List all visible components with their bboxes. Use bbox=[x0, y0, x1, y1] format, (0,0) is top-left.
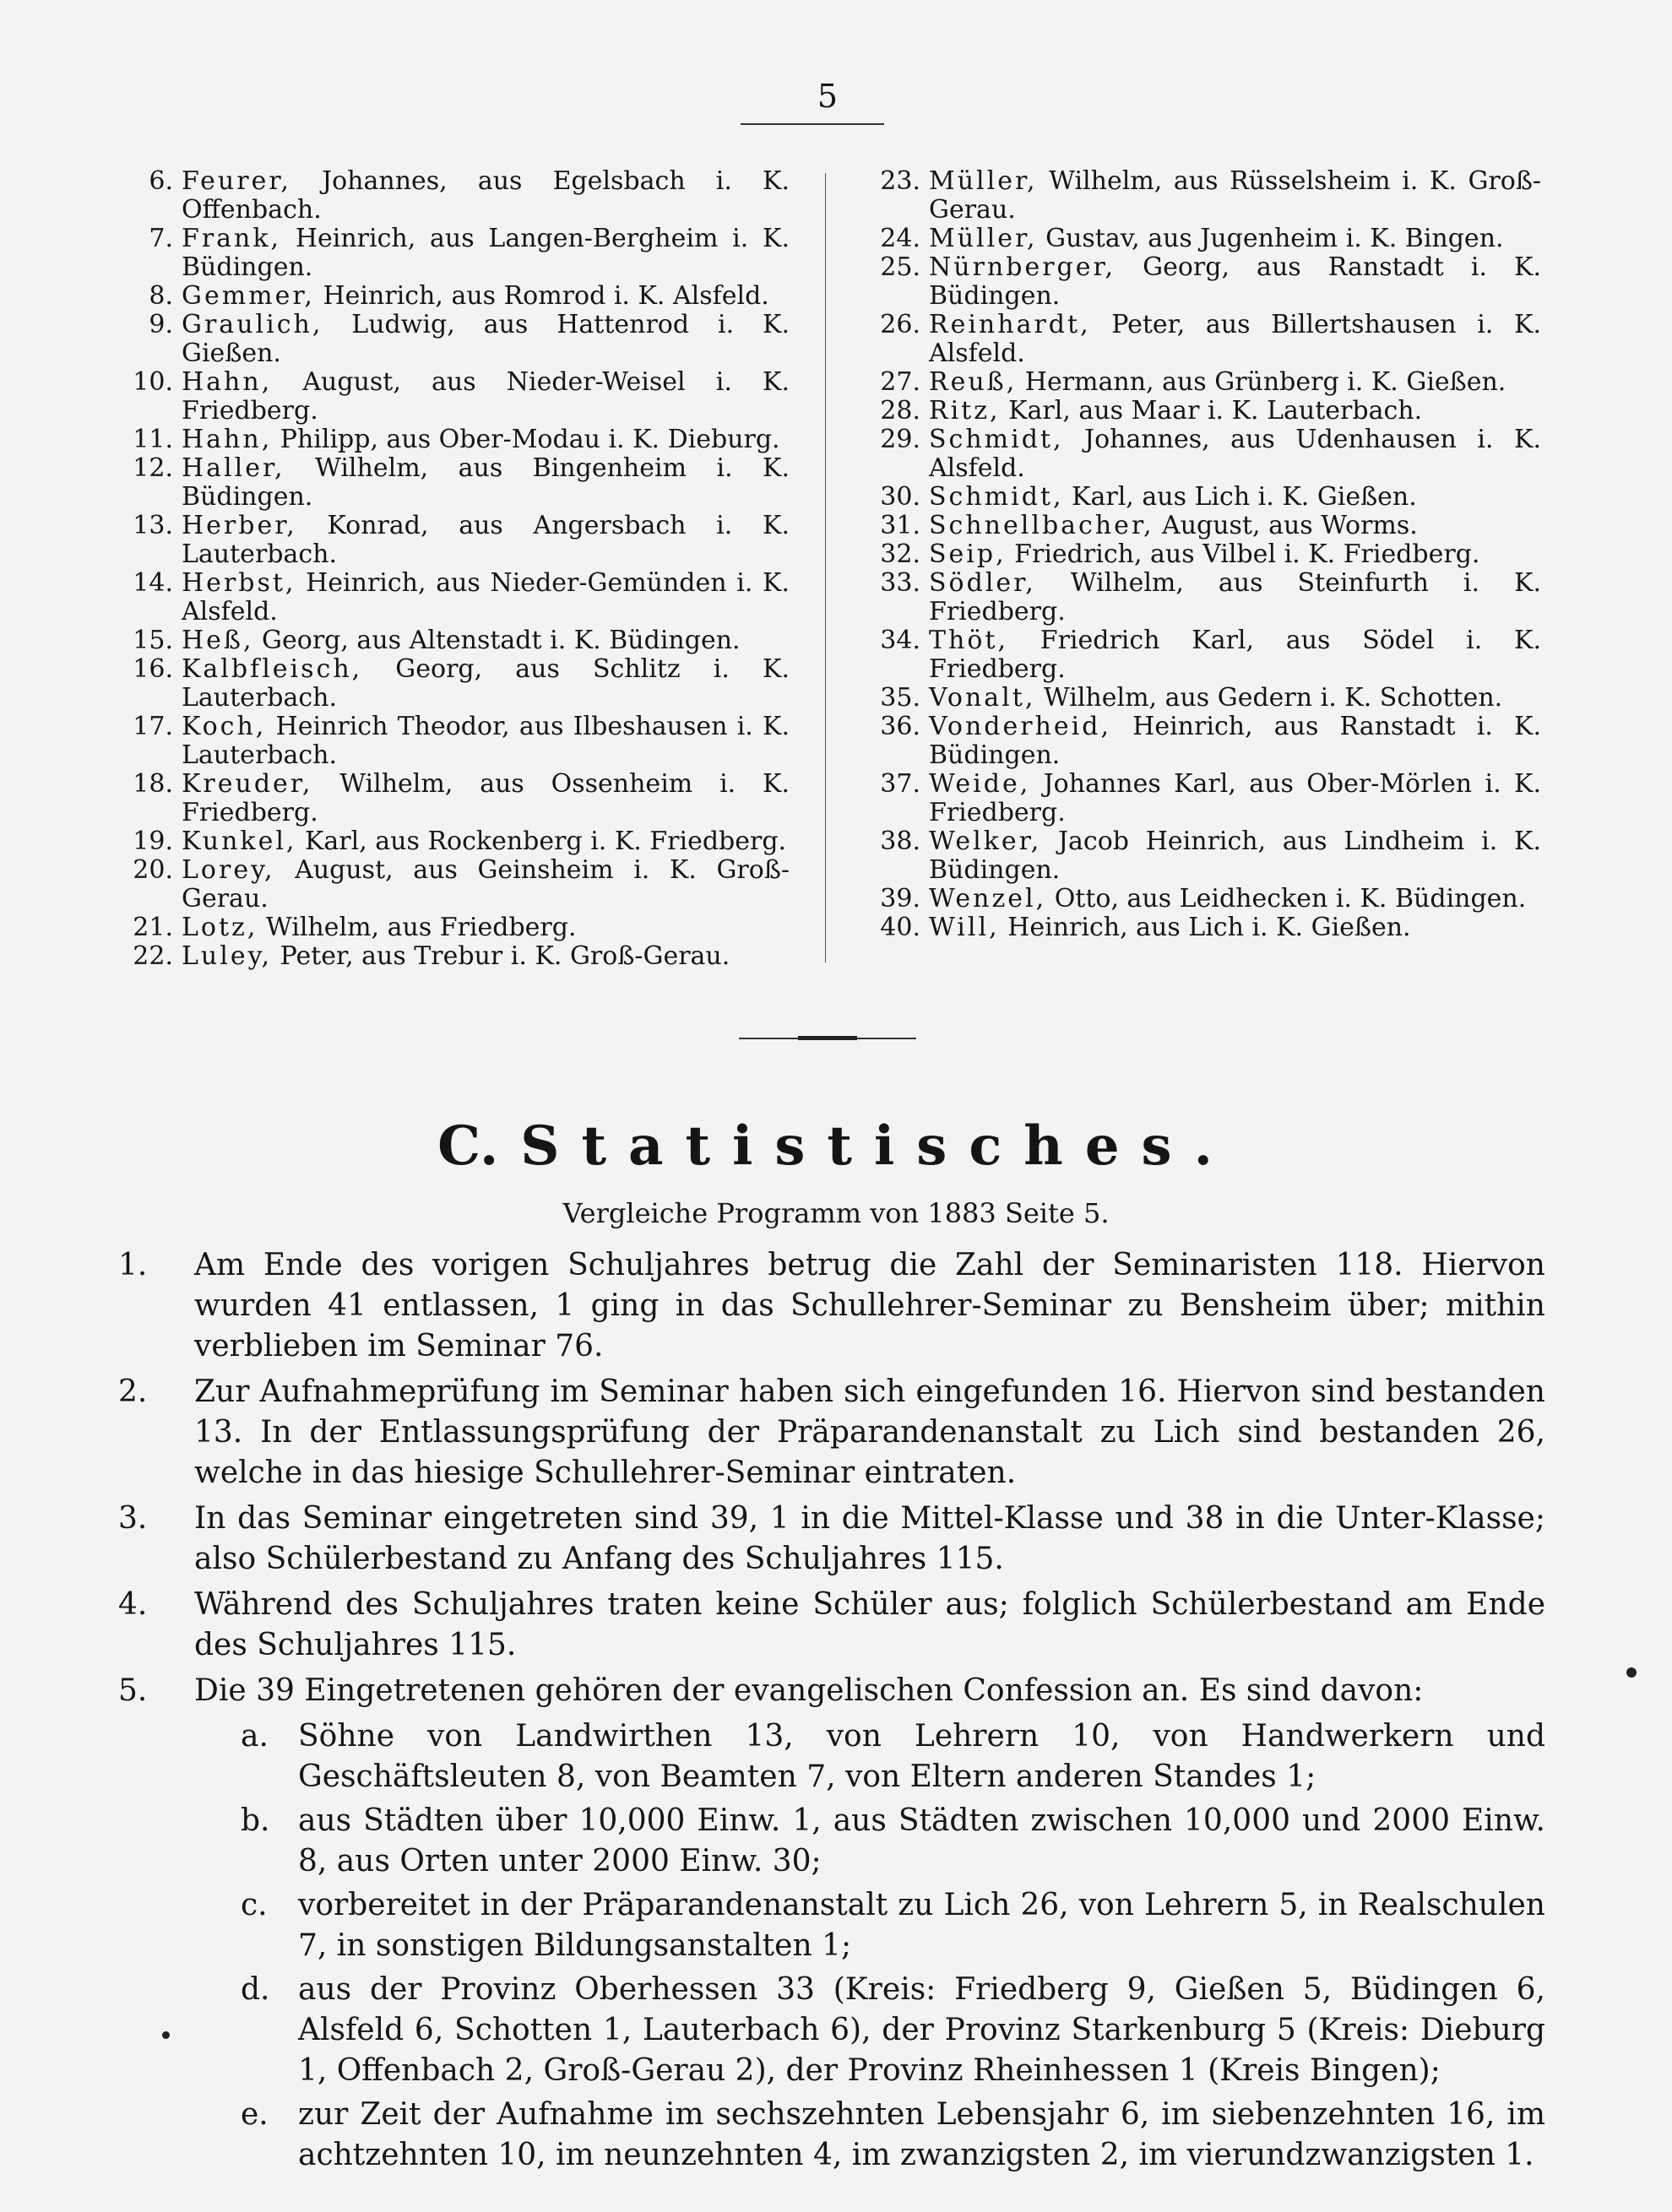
list-item bbox=[114, 827, 790, 856]
entry-surname: Vonalt, bbox=[929, 683, 1036, 713]
entry-details: Ludwig, aus Hattenrod i. K. Gießen. bbox=[182, 310, 790, 368]
entry-number: 13. bbox=[133, 511, 173, 540]
list-item bbox=[861, 770, 1541, 827]
list-item bbox=[861, 540, 1541, 569]
entry-surname: Feurer, bbox=[182, 166, 291, 196]
section-separator bbox=[739, 1036, 916, 1041]
stat-subitem-text: zur Zeit der Aufnahme im sechszehnten Lebensjahr 6, im siebenzehnten 16, im achtzehnten 10, im neunzehnten 4, im zwanzigsten 2, im vierundzwanzigsten 1. bbox=[298, 2097, 1545, 2172]
list-item bbox=[861, 311, 1541, 368]
entry-text bbox=[182, 454, 790, 512]
entry-number: 9. bbox=[149, 310, 173, 339]
entry-number: 14. bbox=[133, 568, 173, 598]
list-item bbox=[861, 684, 1541, 713]
entry-number: 25. bbox=[880, 252, 920, 282]
entry-text bbox=[182, 713, 790, 770]
entry-details: Karl, aus Lich i. K. Gießen. bbox=[1063, 482, 1417, 512]
entry-surname: Müller, bbox=[929, 224, 1038, 253]
entry-text bbox=[182, 426, 790, 454]
entry-details: Friedrich Karl, aus Södel i. K. Friedberg. bbox=[929, 626, 1541, 684]
entry-text bbox=[929, 512, 1541, 540]
entry-details: Wilhelm, aus Bingenheim i. K. Büdingen. bbox=[182, 453, 790, 512]
entry-text bbox=[182, 626, 790, 655]
list-item bbox=[114, 311, 790, 368]
student-list-left bbox=[114, 167, 790, 971]
entry-surname: Herbst, bbox=[182, 568, 296, 598]
column-divider bbox=[825, 173, 826, 962]
list-item bbox=[114, 942, 790, 971]
entry-details: Karl, aus Rockenberg i. K. Friedberg. bbox=[296, 827, 787, 856]
section-heading: Statistisches. bbox=[520, 1114, 1235, 1178]
entry-surname: Welker, bbox=[929, 827, 1042, 856]
stat-subitem bbox=[118, 2095, 1545, 2176]
entry-details: Johannes Karl, aus Ober-Mörlen i. K. Friedberg. bbox=[929, 769, 1541, 827]
entry-surname: Gemmer, bbox=[182, 281, 315, 311]
entry-text bbox=[929, 368, 1541, 397]
stat-subitem-text: aus der Provinz Oberhessen 33 (Kreis: Friedberg 9, Gießen 5, Büdingen 6, Alsfeld 6, Schotten 1, Lauterbach 6), der Provinz Starkenburg 5 (Kreis: Dieburg 1, Offenbach 2, Groß-Gerau 2), der Provinz Rheinhessen 1 (Kreis Bingen); bbox=[298, 1972, 1545, 2088]
entry-details: Heinrich, aus Nieder-Gemünden i. K. Alsfeld. bbox=[182, 568, 790, 626]
stat-item bbox=[118, 1671, 1545, 1711]
list-item bbox=[861, 512, 1541, 540]
entry-details: August, aus Nieder-Weisel i. K. Friedberg. bbox=[182, 367, 790, 426]
entry-details: Wilhelm, aus Rüsselsheim i. K. Groß-Gerau. bbox=[929, 166, 1541, 225]
entry-details: August, aus Geinsheim i. K. Groß-Gerau. bbox=[182, 855, 790, 914]
entry-number: 31. bbox=[880, 511, 920, 540]
stat-subitem-text: Söhne von Landwirthen 13, von Lehrern 10, von Handwerkern und Geschäftsleuten 8, von Beamten 7, von Eltern anderen Standes 1; bbox=[298, 1719, 1545, 1794]
entry-number: 32. bbox=[880, 539, 920, 569]
list-item bbox=[861, 225, 1541, 253]
entry-details: Karl, aus Maar i. K. Lauterbach. bbox=[1000, 396, 1423, 426]
entry-text bbox=[929, 167, 1541, 225]
list-item bbox=[114, 914, 790, 942]
entry-text bbox=[182, 770, 790, 827]
entry-details: Wilhelm, aus Gedern i. K. Schotten. bbox=[1035, 683, 1503, 713]
entry-details: Jacob Heinrich, aus Lindheim i. K. Büdingen. bbox=[929, 827, 1541, 885]
list-item bbox=[861, 569, 1541, 626]
entry-details: Johannes, aus Udenhausen i. K. Alsfeld. bbox=[929, 425, 1541, 483]
header-rule bbox=[741, 123, 884, 125]
list-item bbox=[114, 655, 790, 713]
section-subtitle: Vergleiche Programm von 1883 Seite 5. bbox=[562, 1197, 1110, 1229]
entry-surname: Schmidt, bbox=[929, 482, 1064, 512]
entry-details: Friedrich, aus Vilbel i. K. Friedberg. bbox=[1006, 539, 1480, 569]
entry-number: 35. bbox=[880, 683, 920, 713]
entry-surname: Thöt, bbox=[929, 626, 1008, 655]
entry-details: Wilhelm, aus Steinfurth i. K. Friedberg. bbox=[929, 568, 1541, 626]
entry-surname: Kreuder, bbox=[182, 769, 313, 799]
list-item bbox=[114, 569, 790, 626]
separator-bar bbox=[798, 1036, 857, 1040]
list-item bbox=[861, 483, 1541, 512]
entry-surname: Schmidt, bbox=[929, 425, 1064, 454]
list-item bbox=[861, 626, 1541, 684]
entry-text bbox=[929, 885, 1541, 914]
ink-dot bbox=[162, 2031, 170, 2039]
entry-details: Philipp, aus Ober-Modau i. K. Dieburg. bbox=[272, 425, 780, 454]
stat-subitem-letter: e. bbox=[241, 2097, 269, 2132]
entry-surname: Haller, bbox=[182, 453, 285, 483]
entry-surname: Reuß, bbox=[929, 367, 1018, 397]
entry-number: 15. bbox=[133, 626, 173, 655]
entry-number: 38. bbox=[880, 827, 920, 856]
entry-text bbox=[929, 626, 1541, 684]
stat-number: 5. bbox=[118, 1673, 148, 1708]
stat-subitem-text: aus Städten über 10,000 Einw. 1, aus Städten zwischen 10,000 und 2000 Einw. 8, aus Orten unter 2000 Einw. 30; bbox=[298, 1803, 1545, 1879]
entry-text bbox=[929, 225, 1541, 253]
section-letter: C. bbox=[437, 1114, 499, 1178]
entry-surname: Lorey, bbox=[182, 855, 275, 885]
student-list-right bbox=[861, 167, 1541, 942]
entry-text bbox=[182, 368, 790, 426]
entry-surname: Kalbfleisch, bbox=[182, 654, 363, 684]
entry-text bbox=[182, 282, 790, 311]
entry-number: 12. bbox=[133, 453, 173, 483]
entry-details: Wilhelm, aus Ossenheim i. K. Friedberg. bbox=[182, 769, 790, 827]
stat-text: Zur Aufnahmeprüfung im Seminar haben sich eingefunden 16. Hiervon sind bestanden 13. In der Entlassungsprüfung der Präparandenanstalt zu Lich sind bestanden 26, welche in das hiesige Schullehrer-Seminar eintraten. bbox=[194, 1374, 1545, 1490]
entry-surname: Hahn, bbox=[182, 425, 273, 454]
list-item bbox=[861, 426, 1541, 483]
entry-surname: Reinhardt, bbox=[929, 310, 1091, 339]
entry-surname: Müller, bbox=[929, 166, 1038, 196]
entry-text bbox=[182, 914, 790, 942]
entry-text bbox=[929, 827, 1541, 885]
entry-surname: Hahn, bbox=[182, 367, 273, 397]
entry-number: 22. bbox=[133, 941, 173, 971]
entry-number: 20. bbox=[133, 855, 173, 885]
entry-details: Heinrich, aus Lich i. K. Gießen. bbox=[999, 913, 1411, 942]
stat-subitem-letter: a. bbox=[241, 1719, 269, 1754]
section-title bbox=[0, 1114, 1672, 1178]
list-item bbox=[861, 827, 1541, 885]
list-item bbox=[114, 713, 790, 770]
stat-number: 1. bbox=[118, 1248, 148, 1282]
entry-details: August, aus Worms. bbox=[1154, 511, 1418, 540]
entry-text bbox=[929, 770, 1541, 827]
entry-number: 30. bbox=[880, 482, 920, 512]
list-item bbox=[114, 626, 790, 655]
entry-number: 34. bbox=[880, 626, 920, 655]
entry-details: Konrad, aus Angersbach i. K. Lauterbach. bbox=[182, 511, 790, 569]
entry-surname: Kunkel, bbox=[182, 827, 297, 856]
entry-number: 6. bbox=[149, 166, 173, 196]
entry-number: 18. bbox=[133, 769, 173, 799]
list-item bbox=[861, 397, 1541, 426]
entry-surname: Seip, bbox=[929, 539, 1007, 569]
list-item bbox=[861, 713, 1541, 770]
stat-text: Am Ende des vorigen Schuljahres betrug die Zahl der Seminaristen 118. Hiervon wurden 41 entlassen, 1 ging in das Schullehrer-Seminar zu Bensheim über; mithin verblieben im Seminar 76. bbox=[194, 1248, 1545, 1364]
entry-text bbox=[182, 225, 790, 282]
stat-subitem bbox=[118, 1970, 1545, 2091]
entry-details: Heinrich, aus Langen-Bergheim i. K. Büdingen. bbox=[182, 224, 790, 282]
entry-details: Heinrich, aus Ranstadt i. K. Büdingen. bbox=[929, 712, 1541, 770]
stat-text: Die 39 Eingetretenen gehören der evangelischen Confession an. Es sind davon: bbox=[194, 1673, 1424, 1708]
stat-number: 4. bbox=[118, 1587, 148, 1622]
entry-details: Georg, aus Altenstadt i. K. Büdingen. bbox=[253, 626, 741, 655]
stat-text: Während des Schuljahres traten keine Schüler aus; folglich Schülerbestand am Ende des Schuljahres 115. bbox=[194, 1587, 1545, 1662]
entry-text bbox=[929, 426, 1541, 483]
stat-text: In das Seminar eingetreten sind 39, 1 in die Mittel-Klasse und 38 in die Unter-Klasse; also Schülerbestand zu Anfang des Schuljahres 115. bbox=[194, 1501, 1545, 1576]
entry-number: 11. bbox=[133, 425, 173, 454]
entry-number: 24. bbox=[880, 224, 920, 253]
stat-item bbox=[118, 1499, 1545, 1580]
entry-text bbox=[929, 483, 1541, 512]
entry-text bbox=[929, 684, 1541, 713]
entry-text bbox=[182, 512, 790, 569]
stat-item bbox=[118, 1585, 1545, 1666]
list-item bbox=[114, 426, 790, 454]
list-item bbox=[114, 856, 790, 914]
list-item bbox=[114, 225, 790, 282]
entry-details: Heinrich Theodor, aus Ilbeshausen i. K. Lauterbach. bbox=[182, 712, 790, 770]
entry-text bbox=[929, 540, 1541, 569]
entry-surname: Ritz, bbox=[929, 396, 1001, 426]
entry-surname: Herber, bbox=[182, 511, 297, 540]
entry-details: Heinrich, aus Romrod i. K. Alsfeld. bbox=[314, 281, 769, 311]
entry-number: 7. bbox=[149, 224, 173, 253]
entry-number: 10. bbox=[133, 367, 173, 397]
entry-text bbox=[929, 569, 1541, 626]
stat-subitem-letter: b. bbox=[241, 1803, 270, 1838]
entry-surname: Södler, bbox=[929, 568, 1036, 598]
entry-number: 19. bbox=[133, 827, 173, 856]
entry-text bbox=[182, 942, 790, 971]
list-item bbox=[861, 914, 1541, 942]
entry-surname: Nürnberger, bbox=[929, 252, 1116, 282]
entry-text bbox=[182, 167, 790, 225]
entry-text bbox=[929, 713, 1541, 770]
statistics-list bbox=[118, 1245, 1545, 2179]
list-item bbox=[114, 454, 790, 512]
stat-number: 3. bbox=[118, 1501, 148, 1536]
stat-subitem bbox=[118, 1716, 1545, 1797]
entry-details: Johannes, aus Egelsbach i. K. Offenbach. bbox=[182, 166, 790, 225]
entry-number: 26. bbox=[880, 310, 920, 339]
list-item bbox=[114, 368, 790, 426]
entry-surname: Wenzel, bbox=[929, 884, 1047, 914]
list-item bbox=[114, 512, 790, 569]
stat-subitem bbox=[118, 1885, 1545, 1966]
entry-number: 39. bbox=[880, 884, 920, 914]
entry-surname: Vonderheid, bbox=[929, 712, 1112, 741]
entry-text bbox=[929, 253, 1541, 311]
page-number: 5 bbox=[817, 78, 839, 115]
stat-item bbox=[118, 1372, 1545, 1494]
entry-details: Georg, aus Schlitz i. K. Lauterbach. bbox=[182, 654, 790, 713]
entry-text bbox=[182, 856, 790, 914]
entry-surname: Heß, bbox=[182, 626, 254, 655]
entry-details: Gustav, aus Jugenheim i. K. Bingen. bbox=[1037, 224, 1504, 253]
entry-surname: Graulich, bbox=[182, 310, 323, 339]
stat-number: 2. bbox=[118, 1374, 148, 1409]
ink-dot bbox=[1626, 1667, 1637, 1678]
entry-text bbox=[182, 569, 790, 626]
entry-surname: Weide, bbox=[929, 769, 1031, 799]
list-item bbox=[861, 368, 1541, 397]
entry-number: 29. bbox=[880, 425, 920, 454]
entry-details: Peter, aus Billertshausen i. K. Alsfeld. bbox=[929, 310, 1541, 368]
entry-surname: Luley, bbox=[182, 941, 273, 971]
entry-details: Georg, aus Ranstadt i. K. Büdingen. bbox=[929, 252, 1541, 311]
entry-number: 37. bbox=[880, 769, 920, 799]
entry-surname: Will, bbox=[929, 913, 1000, 942]
list-item bbox=[861, 253, 1541, 311]
entry-surname: Schnellbacher, bbox=[929, 511, 1154, 540]
entry-details: Wilhelm, aus Friedberg. bbox=[258, 913, 577, 942]
entry-details: Hermann, aus Grünberg i. K. Gießen. bbox=[1017, 367, 1506, 397]
entry-text bbox=[929, 914, 1541, 942]
stat-subitem-text: vorbereitet in der Präparandenanstalt zu Lich 26, von Lehrern 5, in Realschulen 7, in sonstigen Bildungsanstalten 1; bbox=[298, 1888, 1545, 1963]
entry-number: 16. bbox=[133, 654, 173, 684]
entry-number: 36. bbox=[880, 712, 920, 741]
entry-number: 33. bbox=[880, 568, 920, 598]
entry-number: 27. bbox=[880, 367, 920, 397]
list-item bbox=[114, 770, 790, 827]
entry-number: 23. bbox=[880, 166, 920, 196]
stat-subitem-letter: d. bbox=[241, 1972, 270, 2007]
stat-subitem-letter: c. bbox=[241, 1888, 268, 1922]
entry-text bbox=[929, 311, 1541, 368]
entry-text bbox=[929, 397, 1541, 426]
entry-text bbox=[182, 827, 790, 856]
entry-number: 21. bbox=[133, 913, 173, 942]
entry-text bbox=[182, 655, 790, 713]
entry-number: 17. bbox=[133, 712, 173, 741]
entry-number: 8. bbox=[149, 281, 173, 311]
stat-subitem bbox=[118, 1801, 1545, 1882]
entry-details: Otto, aus Leidhecken i. K. Büdingen. bbox=[1046, 884, 1527, 914]
list-item bbox=[114, 282, 790, 311]
list-item bbox=[861, 167, 1541, 225]
list-item bbox=[114, 167, 790, 225]
entry-text bbox=[182, 311, 790, 368]
entry-surname: Lotz, bbox=[182, 913, 258, 942]
list-item bbox=[861, 885, 1541, 914]
entry-surname: Frank, bbox=[182, 224, 282, 253]
stat-item bbox=[118, 1245, 1545, 1367]
entry-number: 40. bbox=[880, 913, 920, 942]
entry-surname: Koch, bbox=[182, 712, 267, 741]
entry-details: Peter, aus Trebur i. K. Groß-Gerau. bbox=[272, 941, 730, 971]
entry-number: 28. bbox=[880, 396, 920, 426]
